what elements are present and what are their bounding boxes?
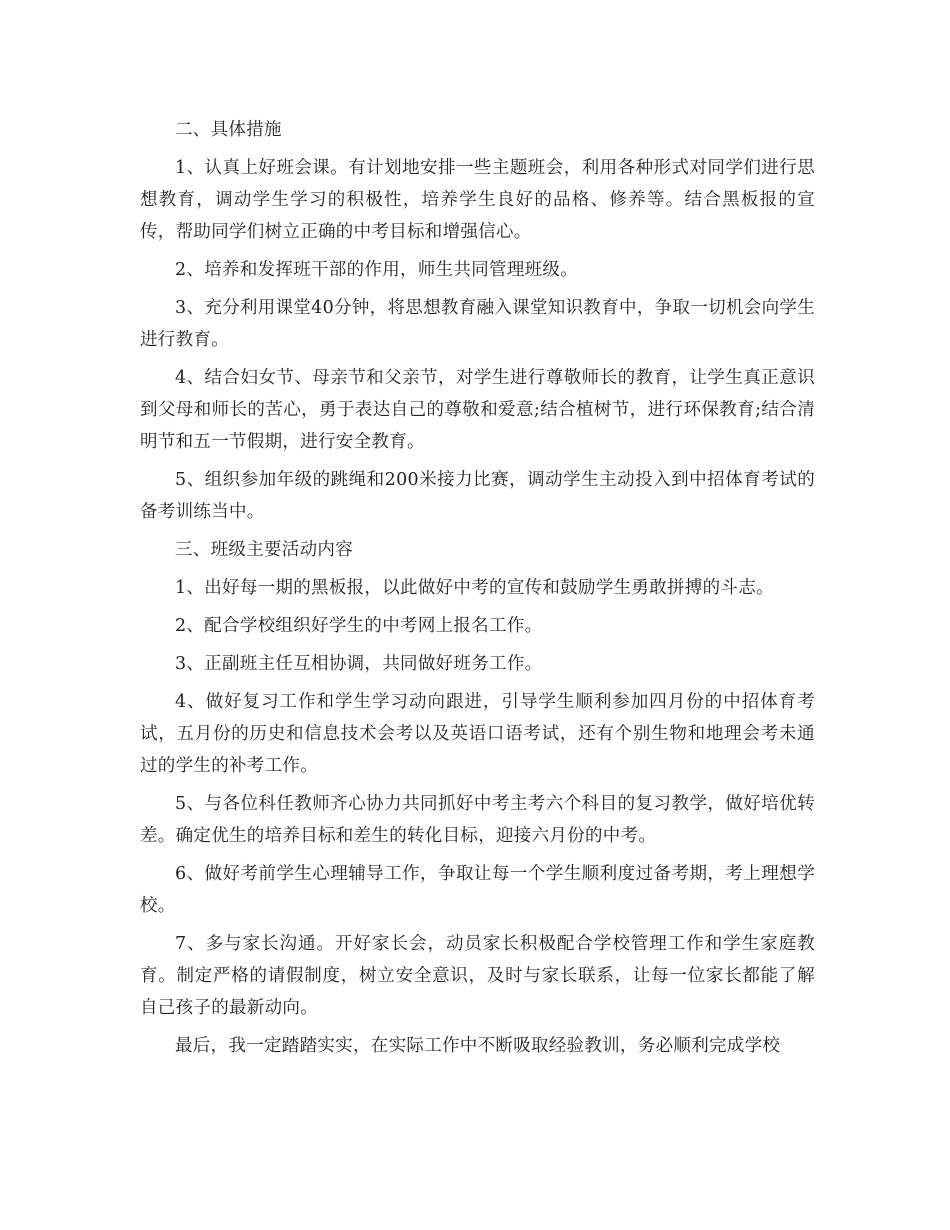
measure-item-4: 4、结合妇女节、母亲节和父亲节，对学生进行尊敬师长的教育，让学生真正意识到父母和师长的苦心，勇于表达自己的尊敬和爱意;结合植树节，进行环保教育;结合清明节和五一节假期，进行安全教育。 (140, 368, 815, 452)
activity-item-1: 1、出好每一期的黑板报，以此做好中考的宣传和鼓励学生勇敢拼搏的斗志。 (175, 578, 774, 598)
activity-item-5: 5、与各位科任教师齐心协力共同抓好中考主考六个科目的复习教学，做好培优转差。确定优生的培养目标和差生的转化目标，迎接六月份的中考。 (140, 794, 815, 846)
document-body (140, 114, 815, 1068)
activity-item-7: 7、多与家长沟通。开好家长会，动员家长积极配合学校管理工作和学生家庭教育。制定严格的请假制度，树立安全意识，及时与家长联系，让每一位家长都能了解自己孩子的最新动向。 (140, 934, 815, 1018)
measure-item-5: 5、组织参加年级的跳绳和200米接力比赛，调动学生主动投入到中招体育考试的备考训练当中。 (140, 470, 815, 522)
measure-item-3: 3、充分利用课堂40分钟，将思想教育融入课堂知识教育中，争取一切机会向学生进行教育。 (140, 298, 815, 350)
closing-paragraph: 最后，我一定踏踏实实，在实际工作中不断吸取经验教训，务必顺利完成学校 (175, 1036, 781, 1056)
measure-item-2: 2、培养和发挥班干部的作用，师生共同管理班级。 (175, 260, 579, 280)
measure-item-1: 1、认真上好班会课。有计划地安排一些主题班会，利用各种形式对同学们进行思想教育，调动学生学习的积极性，培养学生良好的品格、修养等。结合黑板报的宣传，帮助同学们树立正确的中考目标和增强信心。 (140, 158, 815, 242)
activity-item-6: 6、做好考前学生心理辅导工作，争取让每一个学生顺利度过备考期，考上理想学校。 (140, 864, 815, 916)
activity-item-2: 2、配合学校组织好学生的中考网上报名工作。 (175, 616, 543, 636)
section-heading-measures: 二、具体措施 (175, 120, 282, 140)
section-heading-activities: 三、班级主要活动内容 (175, 540, 353, 560)
activity-item-4: 4、做好复习工作和学生学习动向跟进，引导学生顺利参加四月份的中招体育考试，五月份的历史和信息技术会考以及英语口语考试，还有个别生物和地理会考未通过的学生的补考工作。 (140, 692, 815, 776)
activity-item-3: 3、正副班主任互相协调，共同做好班务工作。 (175, 654, 543, 674)
